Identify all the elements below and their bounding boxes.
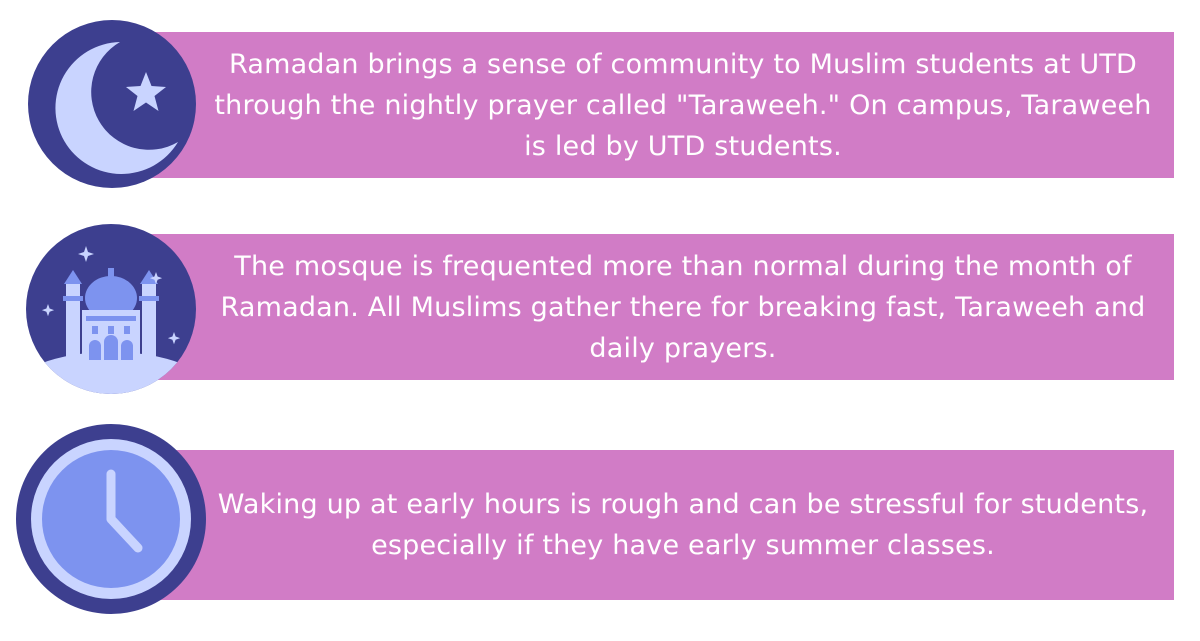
info-text-3: Waking up at early hours is rough and can be stressful for students, especially if they have early summer classes.: [217, 489, 1149, 561]
clock-icon: [16, 424, 206, 614]
info-banner-2: [110, 234, 1174, 380]
info-text-1: Ramadan brings a sense of community to Muslim students at UTD through the nightly prayer called "Taraweeh." On campus, Taraweeh is led by UTD students.: [214, 48, 1152, 162]
info-banner-1: [110, 32, 1174, 178]
crescent-star-icon: [28, 20, 196, 188]
info-card-1: [0, 0, 1200, 200]
mosque-icon: [26, 224, 196, 394]
info-text-2: The mosque is frequented more than normal during the month of Ramadan. All Muslims gather there for breaking fast, Taraweeh and daily prayers.: [220, 250, 1146, 364]
info-banner-3: [110, 450, 1174, 600]
info-card-3: [0, 420, 1200, 630]
info-card-2: [0, 220, 1200, 400]
